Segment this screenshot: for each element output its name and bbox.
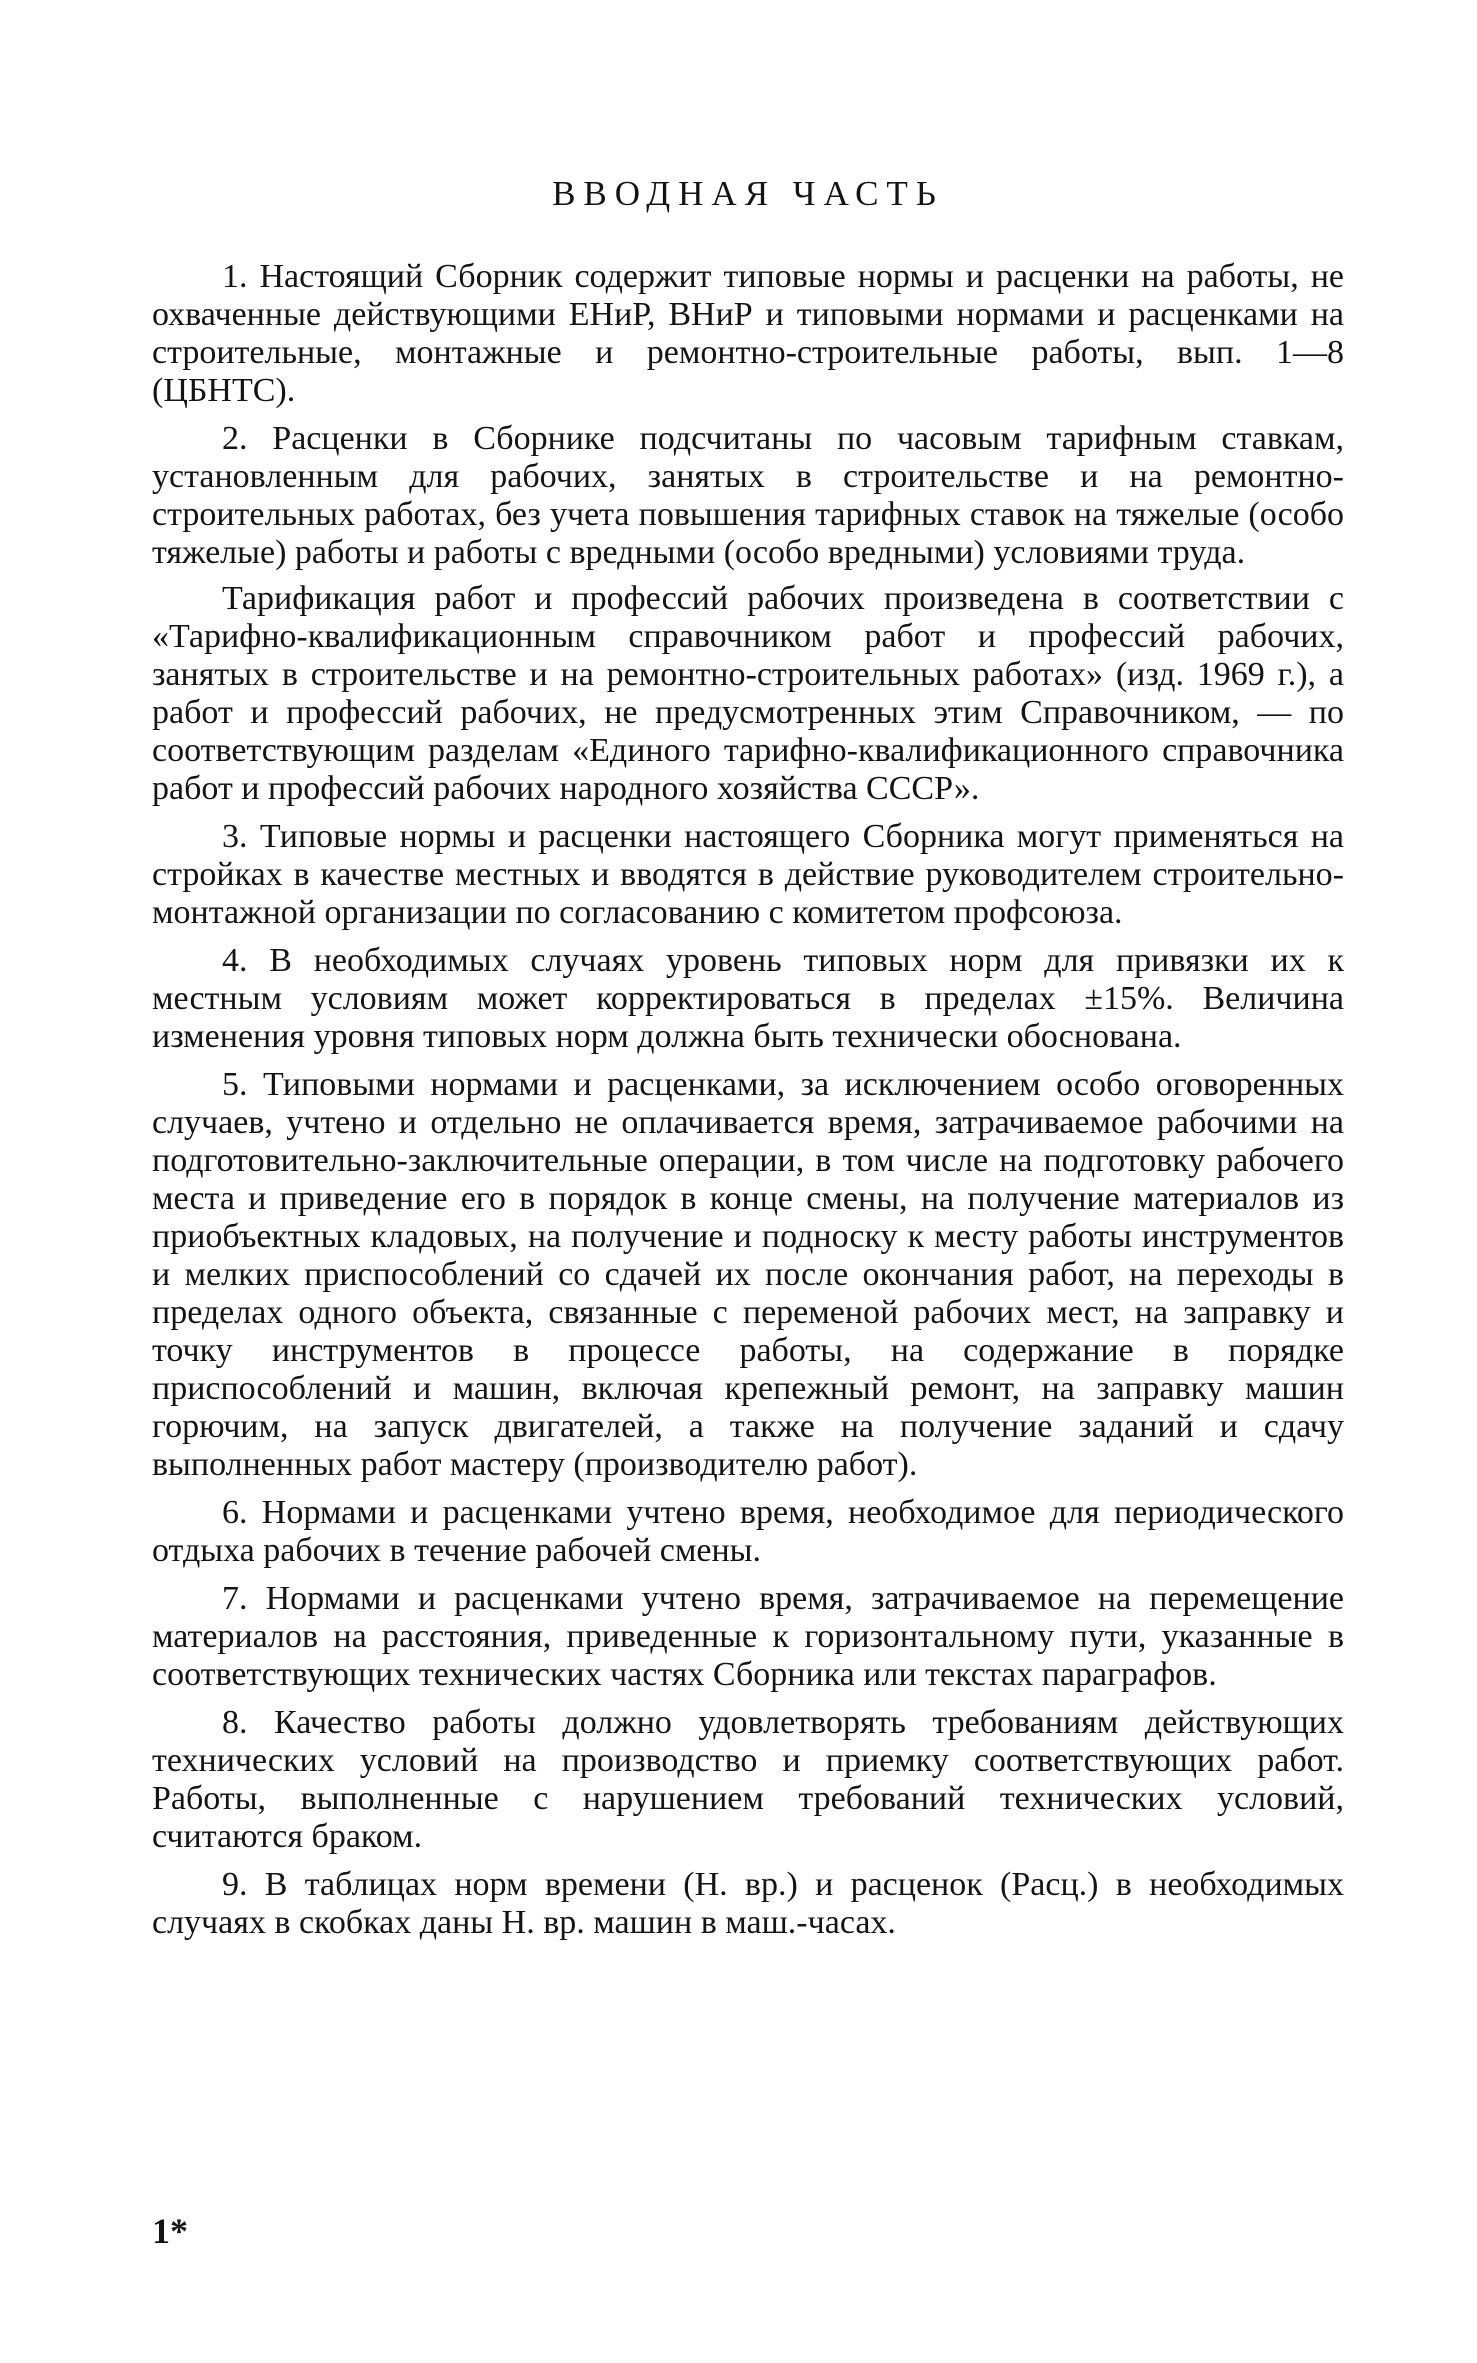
paragraph-6: 6. Нормами и расценками учтено время, необходимое для периодического отдыха рабочих в течение рабочей смены. <box>152 1494 1344 1569</box>
paragraph-3: 3. Типовые нормы и расценки настоящего Сборника могут применяться на стройках в качестве местных и вводятся в действие руководителем строительно-монтажной организации по согласованию с комитетом профсоюза. <box>152 818 1344 931</box>
paragraph-4: 4. В необходимых случаях уровень типовых норм для привязки их к местным условиям может корректироваться в пределах ±15%. Величина изменения уровня типовых норм должна быть технически обоснована. <box>152 942 1344 1055</box>
paragraph-2: 2. Расценки в Сборнике подсчитаны по часовым тарифным ставкам, установленным для рабочих, занятых в строительстве и на ремонтно-строительных работах, без учета повышения тарифных ставок на тяжелые (особо тяжелые) работы и работы с вредными (особо вредными) условиями труда. <box>152 420 1344 571</box>
document-page <box>152 150 1344 1950</box>
paragraph-1: 1. Настоящий Сборник содержит типовые нормы и расценки на работы, не охваченные действующими ЕНиР, ВНиР и типовыми нормами и расценками на строительные, монтажные и ремонтно-строительные работы, вып. 1—8 (ЦБНТС). <box>152 258 1344 409</box>
page-signature: 1* <box>152 2211 188 2251</box>
paragraph-9: 9. В таблицах норм времени (Н. вр.) и расценок (Расц.) в необходимых случаях в скобках даны Н. вр. машин в маш.-часах. <box>152 1866 1344 1941</box>
paragraph-7: 7. Нормами и расценками учтено время, затрачиваемое на перемещение материалов на расстояния, приведенные к горизонтальному пути, указанные в соответствующих технических частях Сборника или текстах параграфов. <box>152 1580 1344 1693</box>
paragraph-5: 5. Типовыми нормами и расценками, за исключением особо оговоренных случаев, учтено и отдельно не оплачивается время, затрачиваемое рабочими на подготовительно-заключительные операции, в том числе на подготовку рабочего места и приведение его в порядок в конце смены, на получение материалов из приобъектных кладовых, на получение и подноску к месту работы инструментов и мелких приспособлений со сдачей их после окончания работ, на переходы в пределах одного объекта, связанные с переменой рабочих мест, на заправку и точку инструментов в процессе работы, на содержание в порядке приспособлений и машин, включая крепежный ремонт, на заправку машин горючим, на запуск двигателей, а также на получение заданий и сдачу выполненных работ мастеру (производителю работ). <box>152 1066 1344 1483</box>
paragraph-8: 8. Качество работы должно удовлетворять требованиям действующих технических условий на производство и приемку соответствующих работ. Работы, выполненные с нарушением требований технических условий, считаются браком. <box>152 1704 1344 1855</box>
page-title: ВВОДНАЯ ЧАСТЬ <box>552 174 944 213</box>
paragraph-tariffication: Тарификация работ и профессий рабочих произведена в соответствии с «Тарифно-квалификационным справочником работ и профессий рабочих, занятых в строительстве и на ремонтно-строительных работах» (изд. 1969 г.), а работ и профессий рабочих, не предусмотренных этим Справочником, — по соответствующим разделам «Единого тарифно-квалификационного справочника работ и профессий рабочих народного хозяйства СССР». <box>152 580 1344 807</box>
